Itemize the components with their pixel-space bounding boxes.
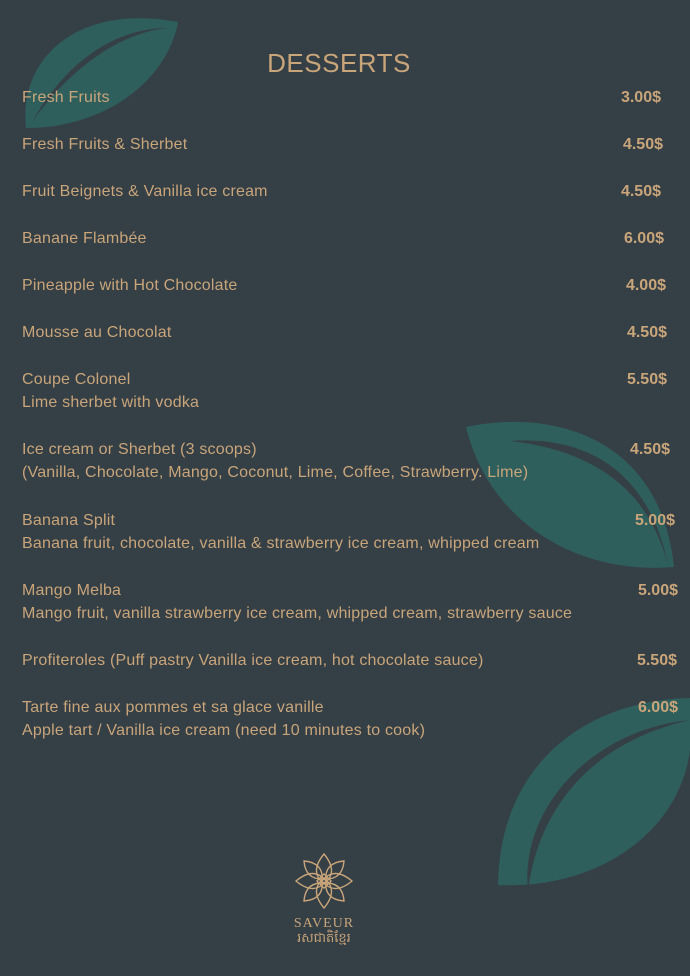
menu-item-price: 4.50$	[620, 183, 661, 200]
menu-item-price: 3.00$	[620, 89, 661, 106]
menu-item-price: 4.50$	[629, 441, 670, 458]
menu-item-name: Fresh Fruits	[22, 89, 110, 106]
menu-item	[22, 321, 690, 344]
menu-item-name: Fresh Fruits & Sherbet	[22, 136, 188, 153]
menu-item	[22, 509, 690, 555]
menu-item	[22, 86, 690, 109]
menu-item-description: Mango fruit, vanilla strawberry ice cream, whipped cream, strawberry sauce	[22, 605, 573, 622]
menu-item-name: Mango Melba	[22, 582, 122, 599]
menu-item-price: 5.00$	[637, 582, 678, 599]
menu-item-price: 4.50$	[622, 136, 663, 153]
menu-item-description: Banana fruit, chocolate, vanilla & strawberry ice cream, whipped cream	[22, 535, 540, 552]
menu-item-name: Tarte fine aux pommes et sa glace vanille	[22, 699, 324, 716]
menu-item-price: 5.50$	[636, 652, 677, 669]
menu-item-name: Banane Flambée	[22, 230, 147, 247]
menu-item	[22, 579, 690, 625]
menu-item-price: 4.50$	[626, 324, 667, 341]
menu-item-price: 5.00$	[634, 512, 675, 529]
menu-item-name: Ice cream or Sherbet (3 scoops)	[22, 441, 257, 458]
menu-item	[22, 649, 690, 672]
logo-name: SAVEUR	[293, 916, 355, 931]
menu-item-price: 4.00$	[625, 277, 666, 294]
page-title: DESSERTS	[267, 48, 411, 78]
menu-item-description: Lime sherbet with vodka	[22, 394, 200, 411]
saveur-logo	[290, 850, 358, 946]
menu-item-name: Profiteroles (Puff pastry Vanilla ice cream, hot chocolate sauce)	[22, 652, 484, 669]
menu-item-price: 5.50$	[626, 371, 667, 388]
menu-item-name: Banana Split	[22, 512, 116, 529]
menu-item	[22, 274, 690, 297]
menu-item-name: Pineapple with Hot Chocolate	[22, 277, 238, 294]
menu-item	[22, 133, 690, 156]
logo-khmer-name: រសជាតិខ្មែរ	[297, 931, 351, 946]
menu-item-name: Fruit Beignets & Vanilla ice cream	[22, 183, 268, 200]
lotus-logo-icon	[292, 850, 356, 912]
menu-item-price: 6.00$	[637, 699, 678, 716]
menu-item-name: Mousse au Chocolat	[22, 324, 172, 341]
menu-item	[22, 368, 690, 414]
menu-item-description: (Vanilla, Chocolate, Mango, Coconut, Lime, Coffee, Strawberry. Lime)	[22, 464, 529, 481]
menu-item	[22, 227, 690, 250]
menu-item	[22, 438, 690, 484]
menu-item-description: Apple tart / Vanilla ice cream (need 10 minutes to cook)	[22, 722, 426, 739]
menu-item-name: Coupe Colonel	[22, 371, 131, 388]
menu-item	[22, 696, 690, 742]
menu-item-price: 6.00$	[623, 230, 664, 247]
menu-item	[22, 180, 690, 203]
